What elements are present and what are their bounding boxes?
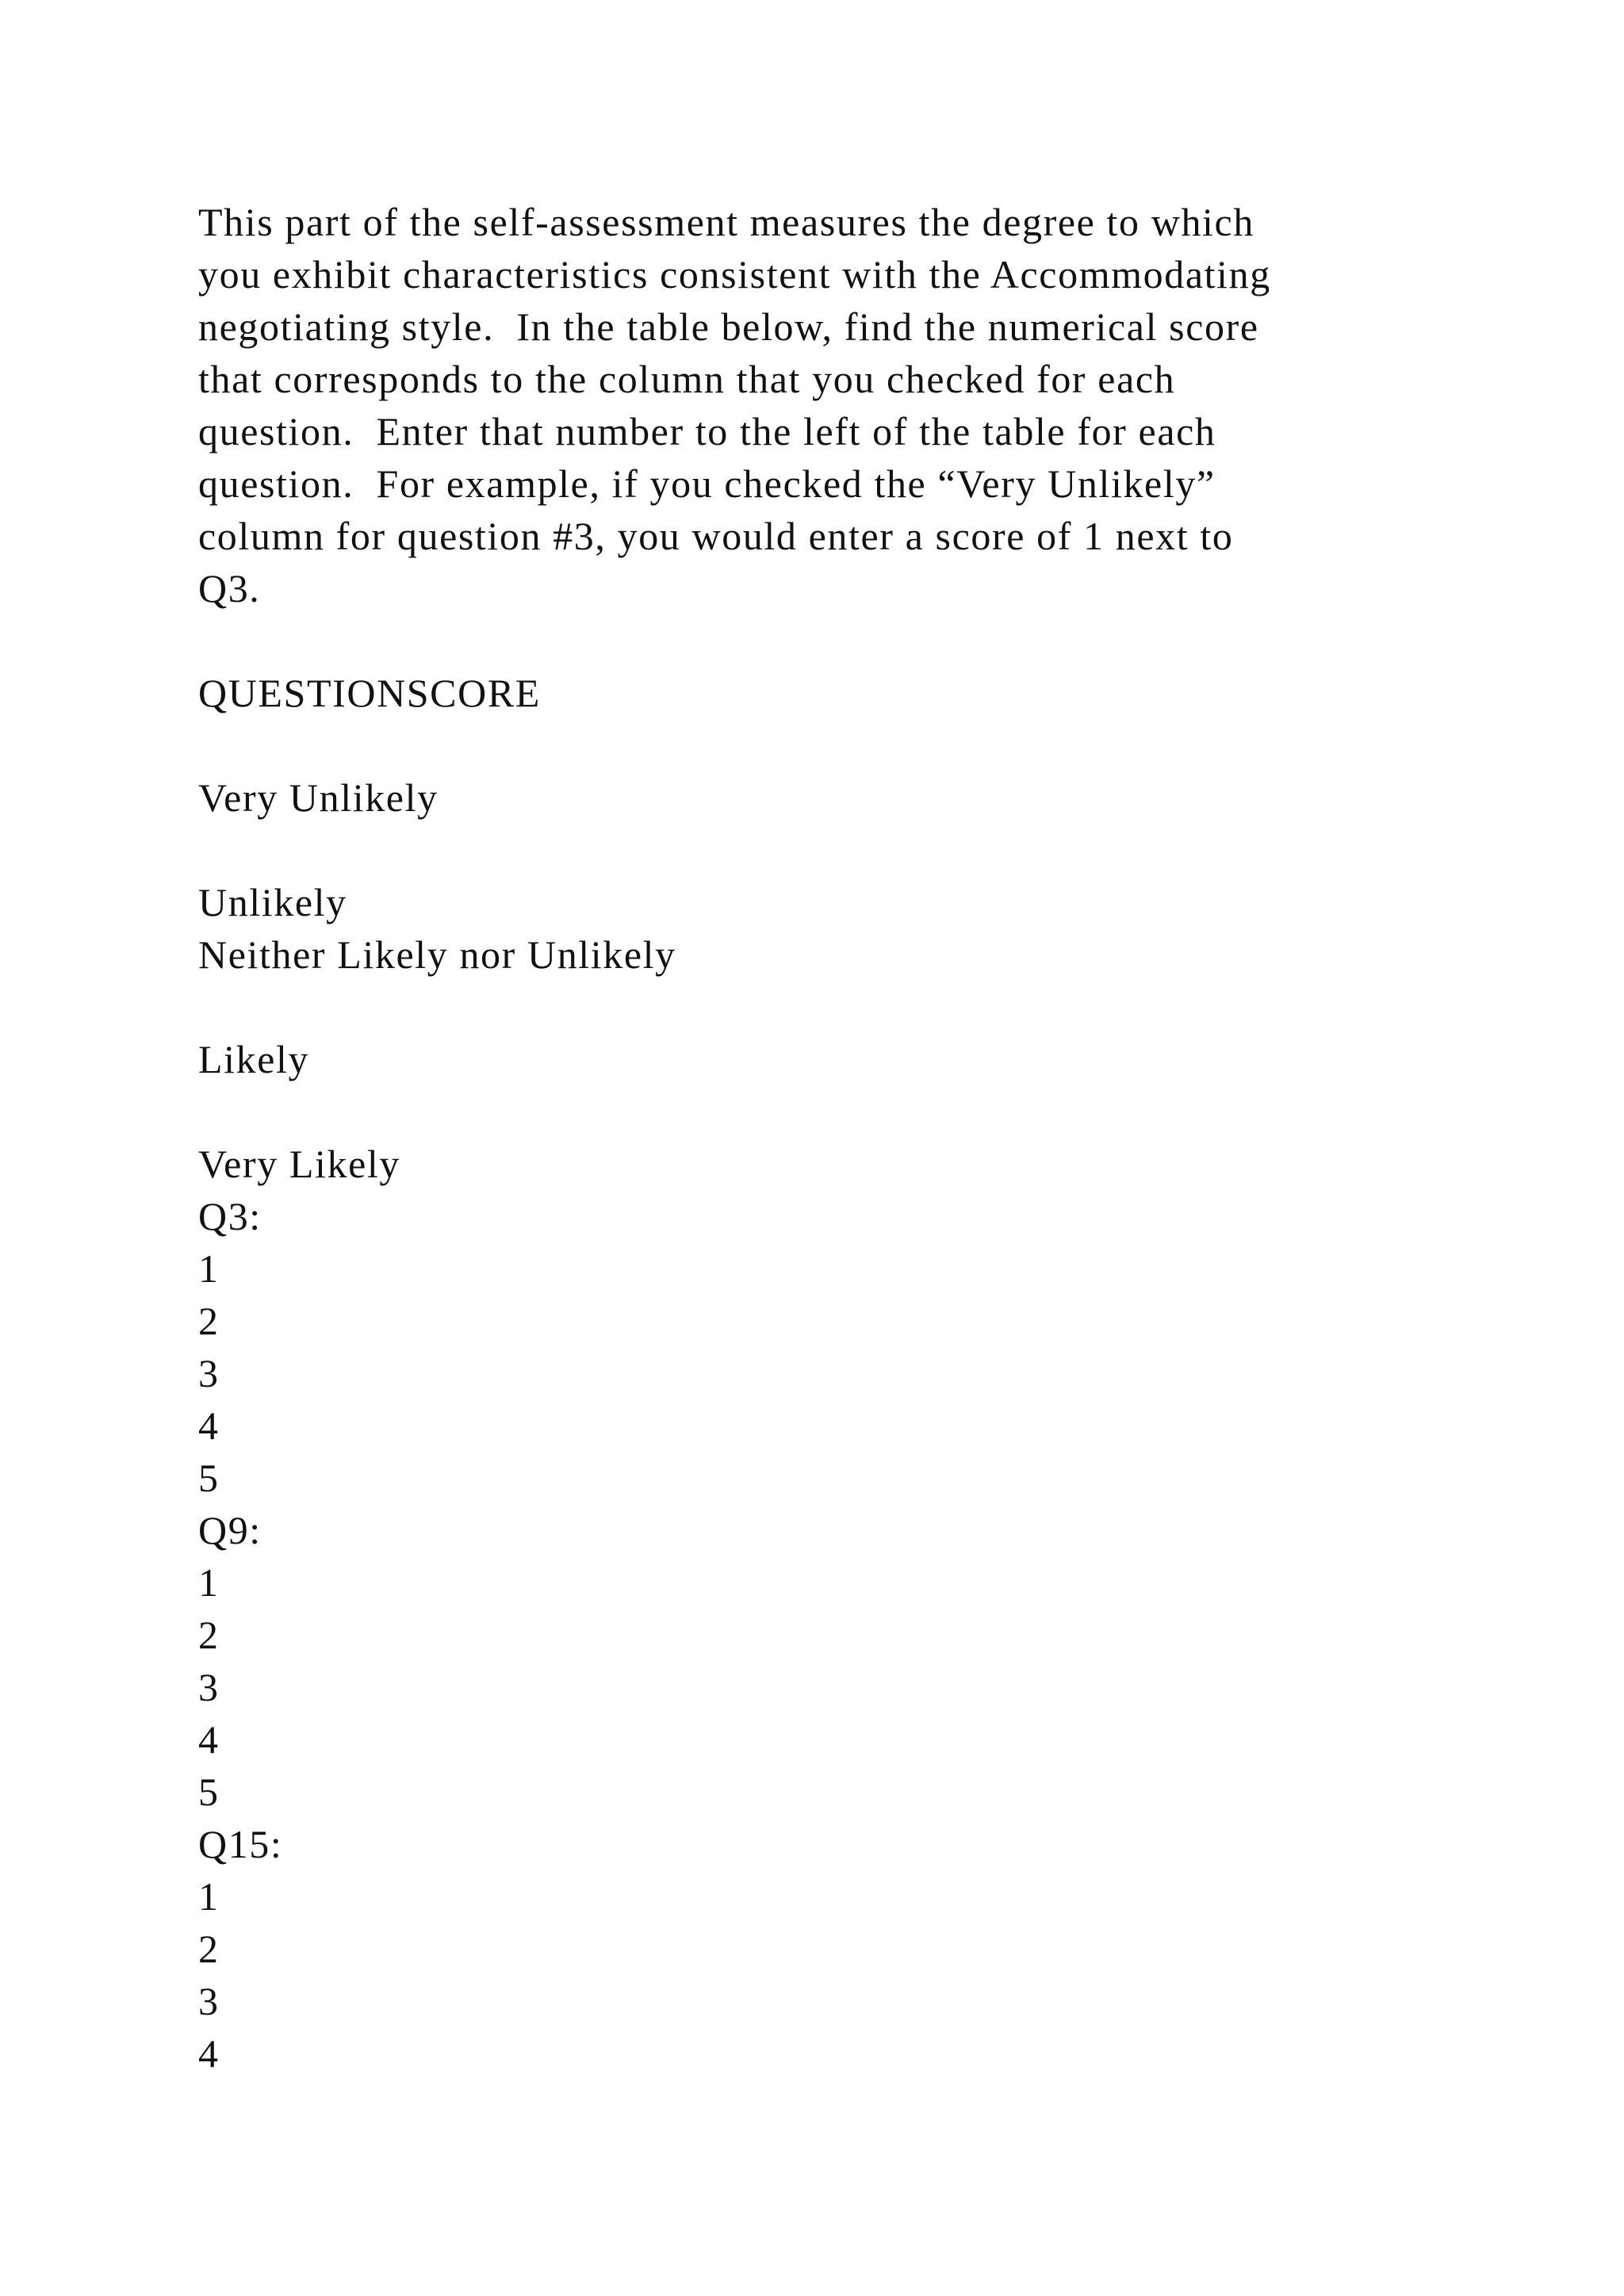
intro-line: question. Enter that number to the left of the table for each — [198, 409, 1216, 453]
score-cell: 2 — [198, 1299, 220, 1343]
score-cell: 3 — [198, 1351, 220, 1395]
score-cell: 5 — [198, 1770, 220, 1814]
row-label-q9: Q9: — [198, 1508, 262, 1552]
intro-line: that corresponds to the column that you checked for each — [198, 357, 1176, 401]
score-cell: 2 — [198, 1613, 220, 1657]
score-cell: 4 — [198, 1717, 220, 1762]
row-label-q3: Q3: — [198, 1194, 262, 1238]
score-cell: 1 — [198, 1874, 220, 1919]
score-cell: 1 — [198, 1560, 220, 1605]
score-cell: 3 — [198, 1665, 220, 1709]
column-heading-neither: Neither Likely nor Unlikely — [198, 932, 676, 977]
column-heading-very-unlikely: Very Unlikely — [198, 775, 439, 820]
intro-line: you exhibit characteristics consistent with the Accommodating — [198, 252, 1271, 297]
score-cell: 1 — [198, 1246, 220, 1291]
row-label-q15: Q15: — [198, 1822, 283, 1866]
column-heading-unlikely: Unlikely — [198, 880, 347, 924]
column-heading-very-likely: Very Likely — [198, 1142, 401, 1186]
score-cell: 2 — [198, 1927, 220, 1971]
score-cell: 5 — [198, 1456, 220, 1500]
intro-line: question. For example, if you checked the “Very Unlikely” — [198, 461, 1216, 506]
score-cell: 4 — [198, 2031, 220, 2076]
intro-line: negotiating style. In the table below, find the numerical score — [198, 304, 1259, 349]
column-heading-likely: Likely — [198, 1037, 310, 1081]
score-cell: 4 — [198, 1403, 220, 1448]
intro-line: Q3. — [198, 566, 261, 610]
intro-line: column for question #3, you would enter a score of 1 next to — [198, 514, 1234, 558]
intro-line: This part of the self-assessment measures the degree to which — [198, 200, 1254, 244]
score-cell: 3 — [198, 1979, 220, 2023]
table-header: QUESTIONSCORE — [198, 671, 541, 715]
